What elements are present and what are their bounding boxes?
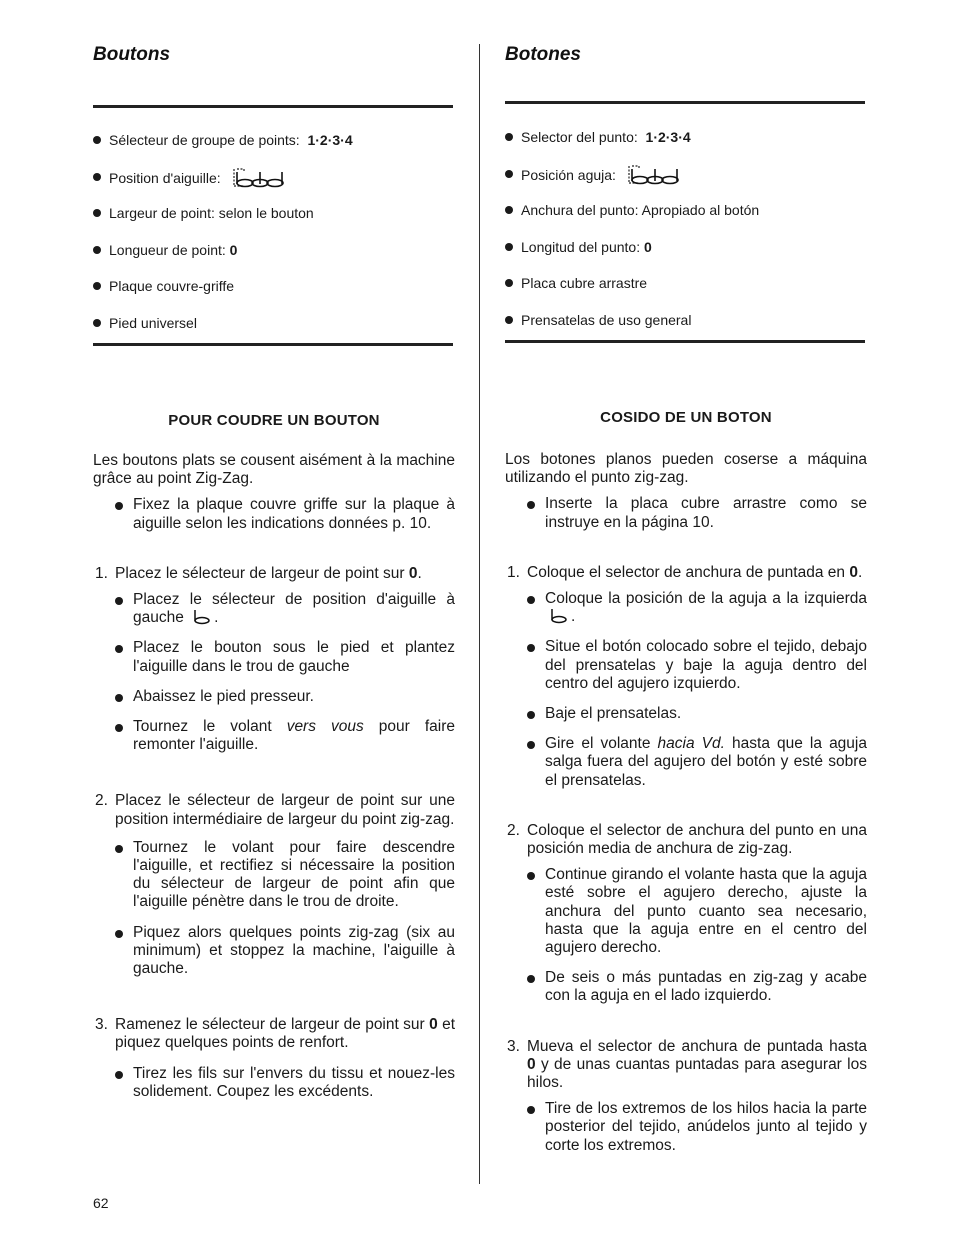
needle-left-icon	[192, 609, 210, 625]
intro-bullet: Fixez la plaque couvre griffe sur la plaque à aiguille selon les indications données p. 10.	[93, 496, 455, 532]
setting-foot: Prensatelas de uso general	[505, 310, 867, 347]
needle-position-icon	[231, 167, 293, 189]
needle-position-icon	[626, 164, 688, 186]
intro-text: Les boutons plats se cousent aisément à la machine grâce au point Zig-Zag.	[93, 452, 455, 488]
step-1-bullet: Baje el prensatelas.	[505, 705, 867, 723]
heading-boutons: Boutons	[93, 44, 171, 65]
step-1-bullet: Tournez le volant vers vous pour faire remonter l'aiguille.	[93, 718, 455, 754]
step-2: 2. Coloque el selector de anchura del punto en una posición media de anchura de zig-zag.	[507, 821, 867, 858]
step-1-bullet: Situe el botón colocado sobre el tejido, debajo del prensatelas y baje la aguja dentro del centro del agujero izquierdo.	[505, 638, 867, 693]
step-1-bullet: Gire el volante hacia Vd. hasta que la aguja salga fuera del agujero del botón y esté sobre el prensatelas.	[505, 735, 867, 790]
step-2-bullet: Piquez alors quelques points zig-zag (six au minimum) et stoppez la machine, l'aiguille à gauche.	[93, 924, 455, 979]
settings-list	[505, 127, 867, 346]
subheading-sewing-button: COSIDO DE UN BOTON	[600, 409, 772, 426]
step-3: 3. Mueva el selector de anchura de puntada hasta 0 y de unas cuantas puntadas para asegurar los hilos.	[507, 1037, 867, 1092]
column-divider	[479, 44, 480, 1184]
intro-text: Los botones planos pueden coserse a máquina utilizando el punto zig-zag.	[505, 451, 867, 487]
step-1: 1. Placez le sélecteur de largeur de point sur 0.	[95, 564, 422, 582]
page-number: 62	[93, 1195, 109, 1211]
setting-cover-plate: Placa cubre arrastre	[505, 273, 867, 310]
instructions	[93, 452, 455, 1113]
step-3-bullet: Tirez les fils sur l'envers du tissu et nouez-les solidement. Coupez les excédents.	[93, 1065, 455, 1101]
rule-bottom	[505, 340, 865, 343]
step-3: 3. Ramenez le sélecteur de largeur de point sur 0 et piquez quelques points de renfort.	[95, 1016, 456, 1052]
step-1-bullet: Abaissez le pied presseur.	[93, 688, 455, 706]
step-2-bullet: De seis o más puntadas en zig-zag y acabe con la aguja en el lado izquierdo.	[505, 969, 867, 1005]
settings-list	[93, 130, 455, 349]
setting-stitch-group: Sélecteur de groupe de points: 1·2·3·4	[93, 130, 455, 167]
setting-needle-position: Position d'aiguille:	[93, 167, 455, 204]
step-2-bullet: Continue girando el volante hasta que la aguja esté sobre el agujero derecho, ajuste la anchura del punto cuanto sea necesario, hasta que la aguja entre en el centro del agujero derecho.	[505, 866, 867, 957]
step-2-bullet: Tournez le volant pour faire descendre l'aiguille, et rectifiez si nécessaire la position du sélecteur de largeur de point afin que l'aiguille pénètre dans le trou de droite.	[93, 839, 455, 912]
step-1: 1. Coloque el selector de anchura de puntada en 0.	[507, 563, 863, 581]
setting-stitch-selector: Selector del punto: 1·2·3·4	[505, 127, 867, 164]
instructions	[505, 451, 867, 1167]
rule-top	[93, 105, 453, 108]
setting-stitch-length: Longueur de point: 0	[93, 240, 455, 277]
step-2: 2. Placez le sélecteur de largeur de point sur une position intermédiaire de largeur du point zig-zag.	[95, 792, 455, 828]
setting-cover-plate: Plaque couvre-griffe	[93, 276, 455, 313]
step-1-bullet: Placez le sélecteur de position d'aiguille à gauche .	[93, 591, 455, 627]
heading-botones: Botones	[505, 44, 581, 65]
rule-bottom	[93, 343, 453, 346]
setting-foot: Pied universel	[93, 313, 455, 350]
needle-left-icon	[549, 608, 567, 624]
setting-stitch-width: Largeur de point: selon le bouton	[93, 203, 455, 240]
rule-top	[505, 101, 865, 104]
setting-stitch-length: Longitud del punto: 0	[505, 237, 867, 274]
step-3-bullet: Tire de los extremos de los hilos hacia la parte posterior del tejido, anúdelos junto al tejido y corte los extremos.	[505, 1100, 867, 1155]
step-1-bullet: Coloque la posición de la aguja a la izquierda .	[505, 590, 867, 626]
intro-bullet: Inserte la placa cubre arrastre como se instruye en la página 10.	[505, 495, 867, 531]
subheading-sewing-button: POUR COUDRE UN BOUTON	[168, 412, 380, 429]
setting-stitch-width: Anchura del punto: Apropiado al botón	[505, 200, 867, 237]
setting-needle-position: Posición aguja:	[505, 164, 867, 201]
step-1-bullet: Placez le bouton sous le pied et plantez l'aiguille dans le trou de gauche	[93, 639, 455, 675]
